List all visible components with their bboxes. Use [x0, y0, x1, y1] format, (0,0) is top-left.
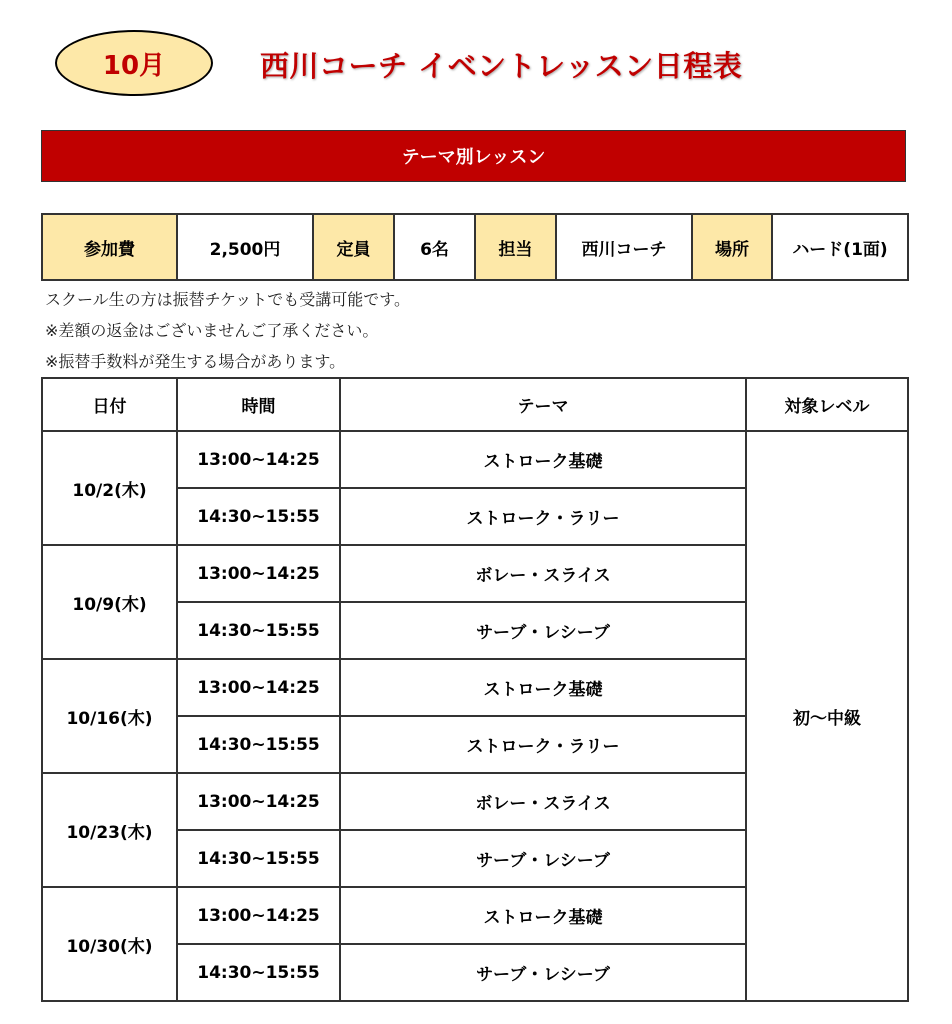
date-cell: 10/16(木)	[42, 659, 177, 773]
info-table	[41, 213, 909, 281]
time-cell: 14:30~15:55	[177, 716, 340, 773]
theme-banner: テーマ別レッスン	[41, 130, 906, 182]
theme-cell: ストローク基礎	[340, 431, 746, 488]
theme-cell: ストローク基礎	[340, 887, 746, 944]
coach-value: 西川コーチ	[556, 214, 692, 280]
place-value: ハード(1面)	[772, 214, 908, 280]
level-cell: 初～中級	[746, 431, 908, 1001]
time-cell: 14:30~15:55	[177, 830, 340, 887]
theme-cell: サーブ・レシーブ	[340, 944, 746, 1001]
theme-cell: ボレー・スライス	[340, 773, 746, 830]
header-theme: テーマ	[340, 378, 746, 431]
schedule-table	[41, 377, 909, 1002]
fee-label: 参加費	[42, 214, 177, 280]
time-cell: 13:00~14:25	[177, 545, 340, 602]
note-line: スクール生の方は振替チケットでも受講可能です。	[45, 290, 410, 309]
time-cell: 13:00~14:25	[177, 773, 340, 830]
time-cell: 14:30~15:55	[177, 602, 340, 659]
header-date: 日付	[42, 378, 177, 431]
capacity-value: 6名	[394, 214, 475, 280]
notes	[45, 284, 410, 377]
table-row	[42, 431, 908, 488]
time-cell: 13:00~14:25	[177, 659, 340, 716]
month-badge: 10月	[55, 30, 213, 96]
fee-value: 2,500円	[177, 214, 313, 280]
theme-cell: ストローク・ラリー	[340, 716, 746, 773]
theme-cell: サーブ・レシーブ	[340, 602, 746, 659]
time-cell: 13:00~14:25	[177, 431, 340, 488]
info-row	[42, 214, 908, 280]
date-cell: 10/30(木)	[42, 887, 177, 1001]
place-label: 場所	[692, 214, 772, 280]
date-cell: 10/23(木)	[42, 773, 177, 887]
date-cell: 10/9(木)	[42, 545, 177, 659]
coach-label: 担当	[475, 214, 556, 280]
schedule-header-row	[42, 378, 908, 431]
time-cell: 14:30~15:55	[177, 488, 340, 545]
header-level: 対象レベル	[746, 378, 908, 431]
theme-cell: ストローク基礎	[340, 659, 746, 716]
date-cell: 10/2(木)	[42, 431, 177, 545]
note-line: ※差額の返金はございませんご了承ください。	[45, 321, 379, 340]
page-title: 西川コーチ イベントレッスン日程表	[260, 49, 743, 83]
capacity-label: 定員	[313, 214, 394, 280]
theme-cell: ボレー・スライス	[340, 545, 746, 602]
theme-cell: サーブ・レシーブ	[340, 830, 746, 887]
header-time: 時間	[177, 378, 340, 431]
note-line: ※振替手数料が発生する場合があります。	[45, 352, 346, 371]
time-cell: 14:30~15:55	[177, 944, 340, 1001]
time-cell: 13:00~14:25	[177, 887, 340, 944]
theme-cell: ストローク・ラリー	[340, 488, 746, 545]
